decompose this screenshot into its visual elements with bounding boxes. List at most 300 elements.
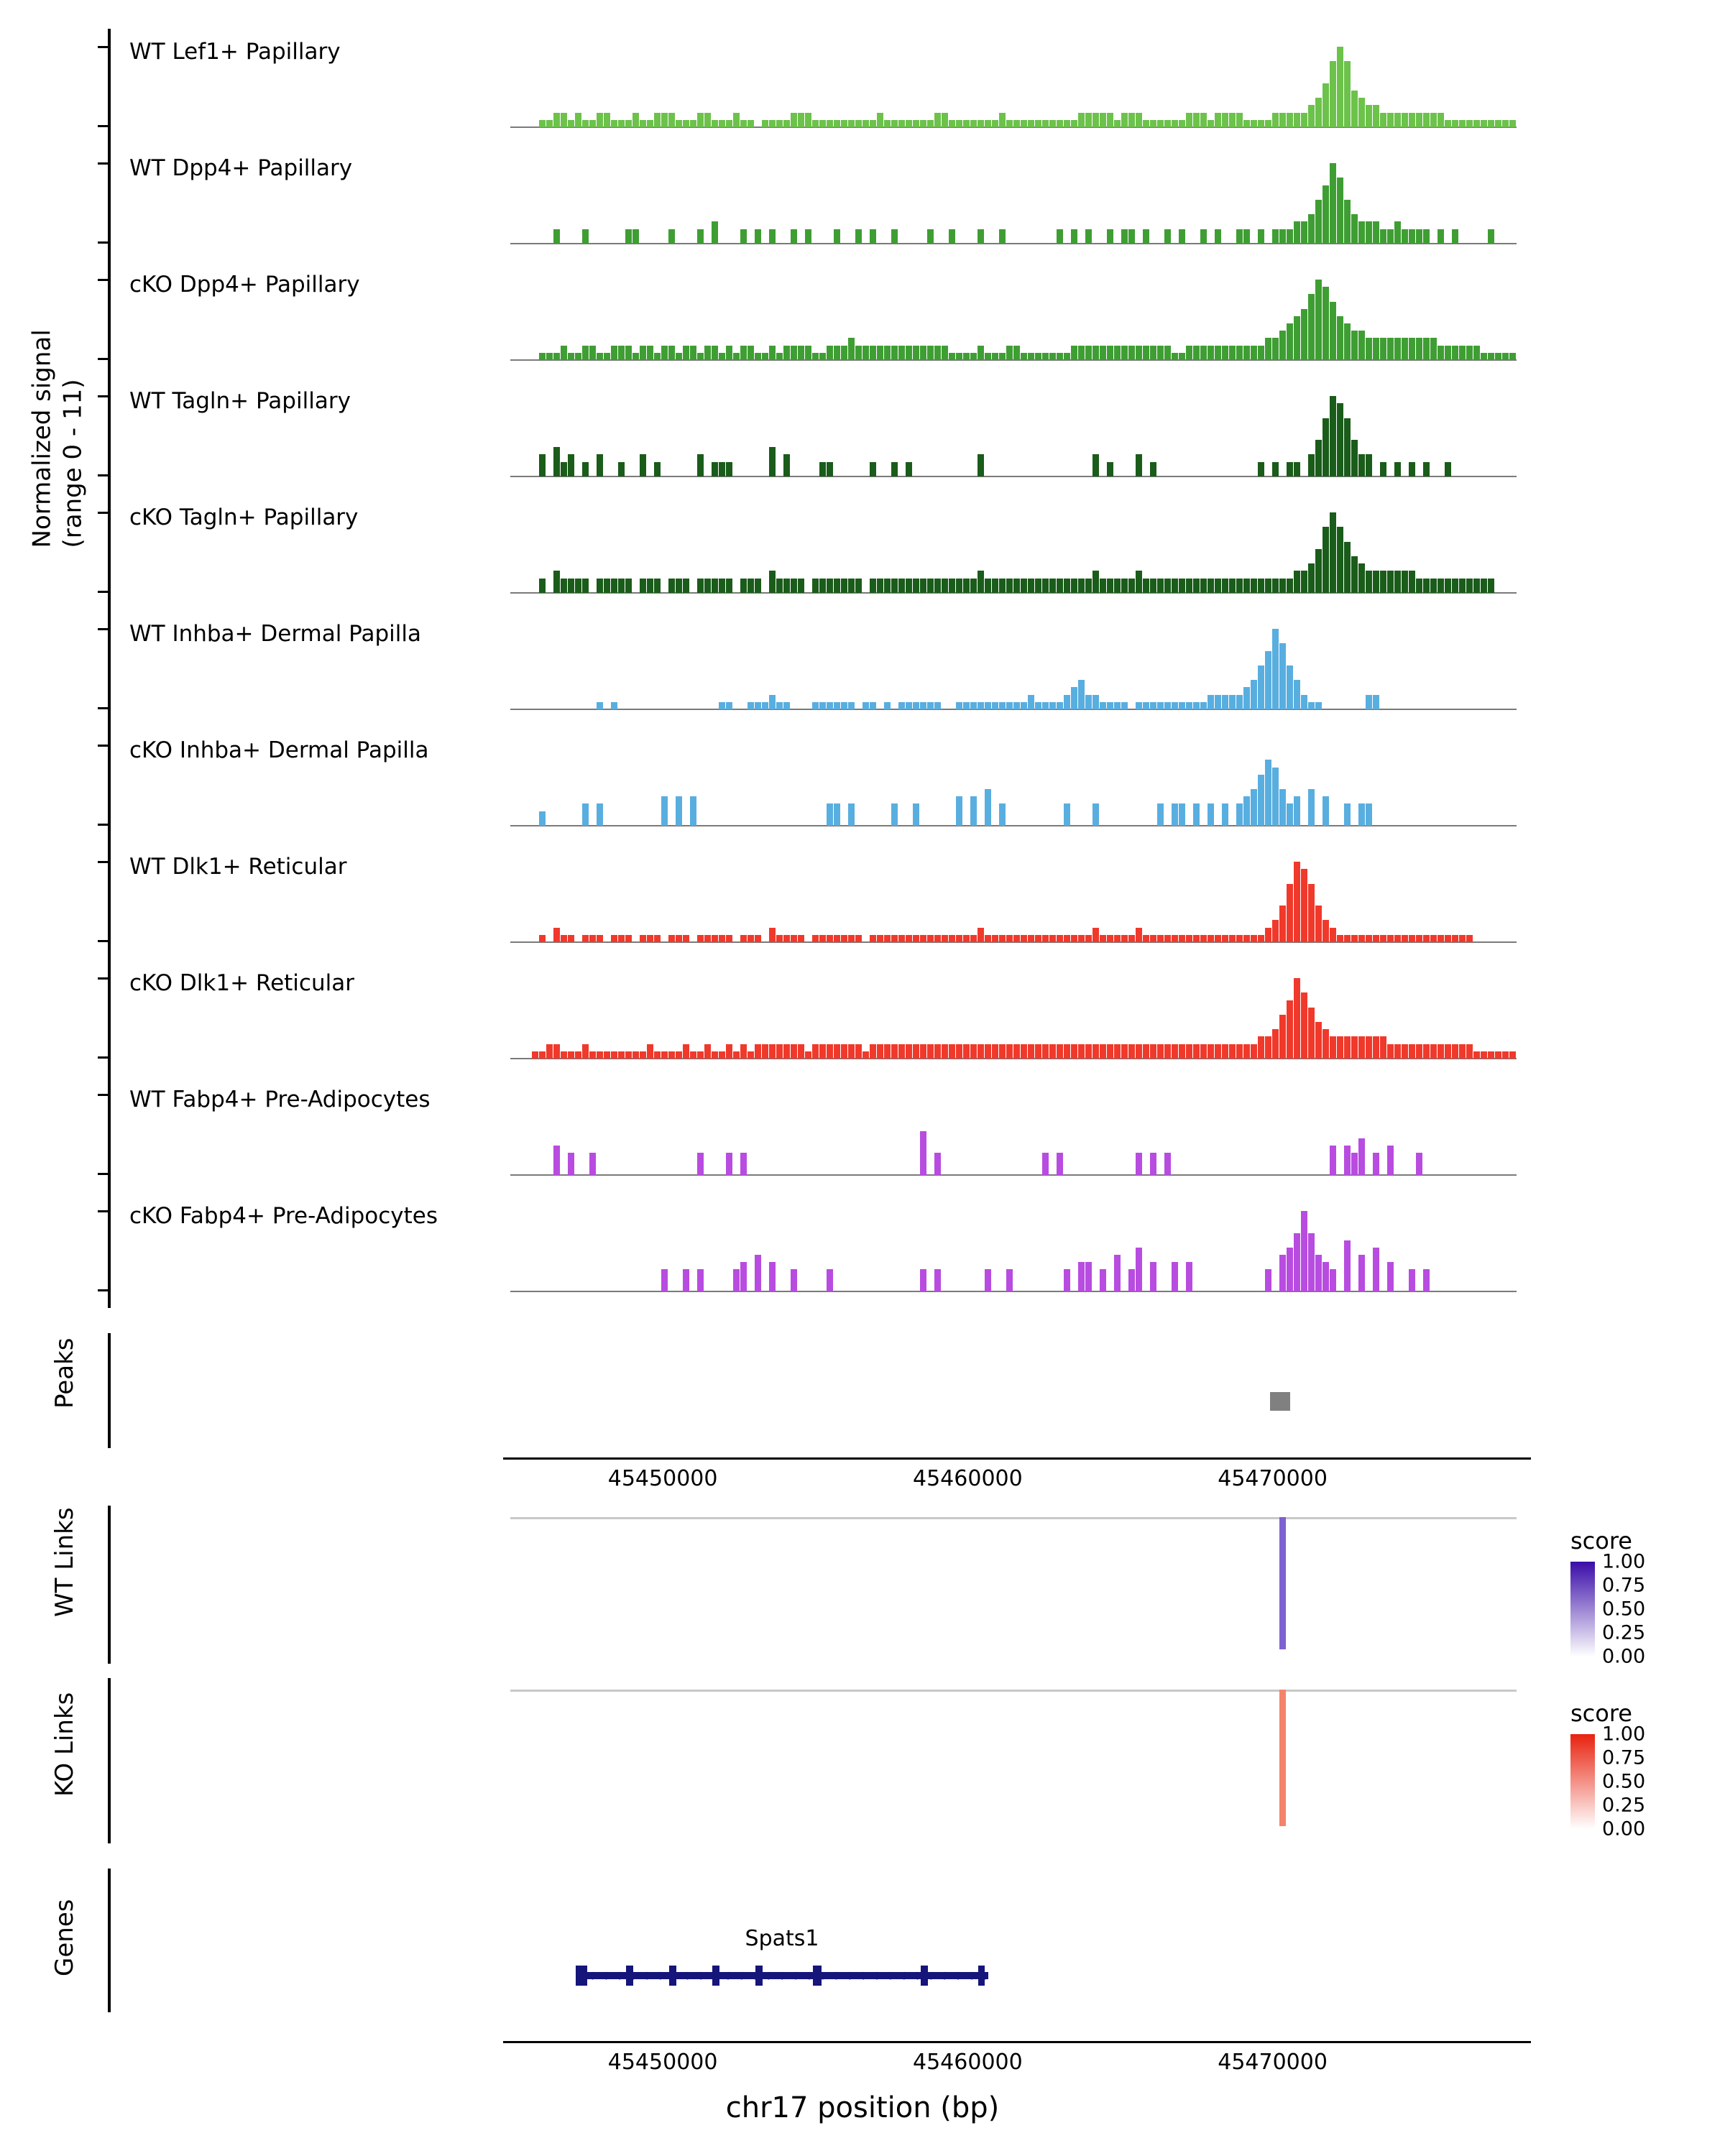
signal-bar [834, 120, 840, 127]
signal-bar [1344, 1036, 1351, 1059]
signal-bar [1064, 120, 1070, 127]
signal-bar [1409, 113, 1415, 127]
signal-bar [1215, 346, 1221, 360]
signal-bar [1330, 1269, 1336, 1291]
signal-bar [1322, 1029, 1329, 1059]
signal-bar [999, 579, 1006, 593]
signal-bar [740, 346, 747, 360]
legend-tick-label: 0.25 [1602, 1794, 1646, 1817]
signal-bar [1208, 579, 1214, 593]
signal-bar [1085, 229, 1092, 244]
signal-bar [1064, 803, 1070, 826]
signal-bar [913, 803, 919, 826]
gene-strand-arrow-icon: ◄ [960, 1966, 972, 1984]
signal-bar [920, 120, 926, 127]
signal-bar [1308, 454, 1315, 476]
signal-bar [1322, 287, 1329, 360]
signal-bar [1322, 527, 1329, 593]
signal-bar [1258, 665, 1264, 709]
signal-bar [704, 1044, 711, 1059]
signal-bar [582, 120, 589, 127]
signal-bar [1236, 346, 1243, 360]
signal-bar [870, 120, 876, 127]
signal-bar [1236, 935, 1243, 942]
signal-bar [618, 462, 625, 476]
signal-bar [1445, 120, 1451, 127]
signal-bar [1150, 1153, 1156, 1175]
signal-bar [1179, 229, 1185, 244]
signal-bar [1078, 1044, 1085, 1059]
signal-bar [798, 1044, 804, 1059]
signal-bar [1279, 113, 1286, 127]
signal-bar [891, 579, 898, 593]
signal-bar [561, 1051, 567, 1059]
signal-bar [647, 346, 653, 360]
legend-tick-label: 0.75 [1602, 1574, 1646, 1597]
signal-bar [1387, 1146, 1394, 1175]
signal-bar [1006, 1044, 1013, 1059]
signal-bar [755, 1044, 761, 1059]
signal-bar [1387, 229, 1394, 244]
signal-bar [819, 1044, 826, 1059]
signal-bar [855, 229, 862, 244]
signal-bar [1078, 935, 1085, 942]
signal-bar [1294, 680, 1300, 709]
signal-bar [970, 935, 977, 942]
signal-bar [783, 454, 790, 476]
signal-bar [1114, 935, 1121, 942]
signal-bar [1308, 1233, 1315, 1291]
signal-bar [783, 579, 790, 593]
signal-bar [1128, 579, 1135, 593]
signal-bar [726, 346, 732, 360]
signal-bar [1445, 579, 1451, 593]
signal-bar [769, 120, 776, 127]
signal-bar [1042, 579, 1049, 593]
signal-bar [1402, 113, 1408, 127]
signal-bar [1035, 579, 1041, 593]
track-axis-tick [98, 1094, 108, 1096]
signal-bar [920, 935, 926, 942]
signal-bar [740, 935, 747, 942]
x-tick-label: 45450000 [607, 1466, 718, 1491]
track-axis-tick [98, 628, 108, 630]
signal-bar [1042, 1153, 1049, 1175]
signal-bar [1366, 571, 1372, 593]
signal-bar [1128, 346, 1135, 360]
signal-bar [726, 579, 732, 593]
signal-bar [1337, 1036, 1343, 1059]
signal-bar [1222, 803, 1228, 826]
signal-bar [906, 1044, 912, 1059]
signal-bar [1006, 1269, 1013, 1291]
signal-bar [748, 346, 754, 360]
signal-bar [1272, 768, 1279, 826]
signal-bar [640, 935, 646, 942]
signal-bar [719, 702, 725, 709]
signal-bar [1021, 702, 1027, 709]
signal-bar [1143, 120, 1149, 127]
signal-track [108, 1203, 1545, 1292]
signal-bar [1107, 346, 1113, 360]
signal-bar [1164, 229, 1171, 244]
signal-bar [1092, 113, 1099, 127]
signal-bar [848, 338, 855, 360]
signal-bar [748, 935, 754, 942]
gene-strand-arrow-icon: ◄ [770, 1966, 783, 1984]
signal-bar [970, 353, 977, 360]
signal-bar [1200, 229, 1207, 244]
signal-bar [1229, 935, 1236, 942]
signal-bar [1222, 695, 1228, 709]
track-signal-area [510, 392, 1517, 477]
signal-bar [582, 462, 589, 476]
signal-bar [1488, 120, 1494, 127]
signal-bar [1157, 702, 1164, 709]
signal-bar [1438, 1044, 1444, 1059]
signal-bar [553, 1044, 560, 1059]
wt-links-panel [510, 1506, 1517, 1667]
signal-bar [906, 702, 912, 709]
gene-strand-arrow-icon: ◄ [838, 1966, 851, 1984]
signal-bar [1452, 579, 1458, 593]
signal-bar [992, 353, 998, 360]
signal-bar [956, 702, 962, 709]
signal-bar [1229, 579, 1236, 593]
x-tick-label: 45460000 [913, 2050, 1023, 2075]
signal-bar [1143, 346, 1149, 360]
signal-bar [1265, 338, 1271, 360]
signal-bar [1279, 789, 1286, 826]
signal-bar [1351, 440, 1358, 476]
signal-bar [1308, 702, 1315, 709]
signal-bar [855, 346, 862, 360]
signal-bar [1509, 120, 1516, 127]
signal-bar [942, 935, 948, 942]
signal-bar [1114, 346, 1121, 360]
signal-bar [1438, 229, 1444, 244]
signal-bar [1265, 760, 1271, 826]
signal-bar [1057, 1153, 1063, 1175]
signal-bar [898, 120, 905, 127]
signal-bar [1172, 353, 1178, 360]
genes-section-label: Genes [50, 1899, 79, 1976]
legend-tick-label: 0.00 [1602, 1645, 1646, 1668]
signal-bar [841, 1044, 847, 1059]
signal-bar [1071, 687, 1077, 709]
signal-bar [1315, 98, 1322, 127]
signal-bar [1337, 316, 1343, 360]
signal-bar [1150, 702, 1156, 709]
signal-bar [1301, 992, 1307, 1059]
signal-bar [1265, 928, 1271, 942]
signal-bar [1136, 454, 1142, 476]
signal-bar [798, 579, 804, 593]
signal-bar [927, 346, 934, 360]
signal-bar [985, 1044, 991, 1059]
signal-bar [1071, 120, 1077, 127]
signal-bar [546, 353, 553, 360]
signal-bar [539, 579, 546, 593]
signal-bar [661, 1051, 668, 1059]
signal-bar [834, 803, 840, 826]
signal-bar [762, 1044, 768, 1059]
gene-strand-arrow-icon: ◄ [906, 1966, 919, 1984]
signal-bar [1128, 1269, 1135, 1291]
signal-bar [848, 935, 855, 942]
signal-bar [1466, 120, 1473, 127]
signal-bar [827, 935, 833, 942]
signal-bar [978, 571, 984, 593]
track-axis-tick [98, 591, 108, 593]
signal-bar [1150, 1262, 1156, 1291]
signal-bar [654, 462, 661, 476]
signal-bar [1172, 935, 1178, 942]
signal-bar [870, 935, 876, 942]
signal-bar [1114, 1255, 1121, 1291]
signal-bar [1186, 1262, 1192, 1291]
signal-bar [561, 346, 567, 360]
signal-bar [546, 1044, 553, 1059]
signal-bar [1308, 789, 1315, 826]
signal-bar [1294, 462, 1300, 476]
signal-bar [791, 1269, 797, 1291]
legend-tick-label: 0.00 [1602, 1818, 1646, 1841]
gene-strand-arrow-icon: ◄ [662, 1966, 675, 1984]
signal-bar [1028, 695, 1034, 709]
signal-bar [1459, 120, 1466, 127]
signal-bar [1193, 113, 1200, 127]
track-axis-tick [98, 707, 108, 709]
signal-bar [913, 702, 919, 709]
signal-bar [1186, 1044, 1192, 1059]
signal-bar [668, 935, 675, 942]
signal-bar [697, 935, 704, 942]
signal-bar [1366, 454, 1372, 476]
signal-bar [1358, 454, 1365, 476]
signal-bar [1473, 1051, 1480, 1059]
signal-bar [848, 579, 855, 593]
signal-bar [1071, 346, 1077, 360]
signal-bar [891, 935, 898, 942]
signal-bar [668, 113, 675, 127]
signal-bar [1021, 579, 1027, 593]
signal-bar [690, 1051, 696, 1059]
signal-bar [805, 346, 811, 360]
signal-bar [1459, 935, 1466, 942]
signal-bar [1488, 579, 1494, 593]
signal-bar [891, 462, 898, 476]
signal-bar [1438, 346, 1444, 360]
signal-bar [1330, 1146, 1336, 1175]
track-axis-tick [98, 241, 108, 244]
signal-bar [1243, 796, 1250, 826]
x-tick-label: 45470000 [1218, 1466, 1328, 1491]
signal-bar [769, 695, 776, 709]
signal-bar [1409, 1044, 1415, 1059]
x-tick-labels-top [510, 1466, 1517, 1499]
signal-bar [704, 935, 711, 942]
signal-bar [1430, 113, 1437, 127]
track-axis-tick [98, 1210, 108, 1212]
signal-bar [898, 579, 905, 593]
signal-bar [1049, 353, 1056, 360]
signal-bar [1509, 1051, 1516, 1059]
signal-bar [1366, 1036, 1372, 1059]
signal-bar [884, 702, 891, 709]
signal-bar [805, 113, 811, 127]
track-label: WT Inhba+ Dermal Papilla [129, 621, 421, 647]
signal-bar [1186, 579, 1192, 593]
signal-bar [1358, 563, 1365, 593]
signal-bar [1287, 665, 1293, 709]
gene-strand-arrow-icon: ◄ [973, 1966, 986, 1984]
signal-bar [575, 113, 581, 127]
signal-bar [1279, 229, 1286, 244]
signal-bar [949, 120, 955, 127]
signal-bar [1143, 935, 1149, 942]
signal-bar [1042, 702, 1049, 709]
signal-bar [992, 702, 998, 709]
signal-bar [884, 1044, 891, 1059]
signal-bar [934, 1044, 941, 1059]
signal-bar [1495, 1051, 1501, 1059]
signal-bar [683, 1044, 689, 1059]
signal-bar [1344, 323, 1351, 360]
peak-marker [1270, 1392, 1290, 1411]
signal-bar [1445, 462, 1451, 476]
signal-bar [1387, 113, 1394, 127]
signal-bar [539, 454, 546, 476]
signal-bar [1150, 935, 1156, 942]
signal-track [108, 272, 1545, 361]
signal-bar [855, 1044, 862, 1059]
signal-bar [1430, 935, 1437, 942]
signal-bar [1193, 579, 1200, 593]
signal-bar [1215, 229, 1221, 244]
signal-bar [1409, 338, 1415, 360]
signal-bar [697, 579, 704, 593]
signal-bar [1222, 1044, 1228, 1059]
signal-bar [1222, 579, 1228, 593]
signal-bar [553, 571, 560, 593]
signal-bar [841, 579, 847, 593]
signal-bar [999, 229, 1006, 244]
signal-bar [1308, 563, 1315, 593]
track-label: cKO Fabp4+ Pre-Adipocytes [129, 1203, 438, 1229]
signal-bar [597, 803, 603, 826]
ko-links-section-label: KO Links [50, 1692, 79, 1797]
signal-bar [640, 1051, 646, 1059]
signal-bar [1473, 579, 1480, 593]
signal-bar [776, 579, 783, 593]
signal-bar [877, 1044, 883, 1059]
signal-bar [978, 229, 984, 244]
signal-bar [841, 120, 847, 127]
signal-bar [1315, 1255, 1322, 1291]
ko-links-top-line [510, 1690, 1517, 1692]
signal-bar [1143, 702, 1149, 709]
signal-bar [668, 579, 675, 593]
signal-bar [1200, 702, 1207, 709]
signal-bar [582, 803, 589, 826]
signal-bar [891, 803, 898, 826]
signal-bar [1409, 571, 1415, 593]
signal-bar [1107, 702, 1113, 709]
signal-bar [726, 935, 732, 942]
signal-bar [1136, 928, 1142, 942]
signal-bar [1438, 579, 1444, 593]
gene-name-label: Spats1 [745, 1926, 819, 1951]
signal-bar [712, 1051, 718, 1059]
signal-bar [568, 120, 574, 127]
signal-bar [1272, 920, 1279, 942]
signal-bar [949, 1044, 955, 1059]
signal-bar [697, 353, 704, 360]
wt-links-top-line [510, 1517, 1517, 1519]
signal-bar [1042, 353, 1049, 360]
signal-bar [1164, 346, 1171, 360]
track-signal-area [510, 509, 1517, 594]
signal-bar [1330, 163, 1336, 244]
signal-bar [949, 353, 955, 360]
signal-bar [776, 935, 783, 942]
signal-bar [898, 702, 905, 709]
signal-bar [589, 1153, 596, 1175]
signal-bar [1208, 803, 1214, 826]
signal-bar [676, 579, 682, 593]
signal-bar [640, 120, 646, 127]
signal-bar [992, 935, 998, 942]
signal-bar [1208, 346, 1214, 360]
signal-bar [978, 346, 984, 360]
signal-bar [985, 702, 991, 709]
signal-bar [1308, 214, 1315, 244]
gene-strand-arrow-icon: ◄ [757, 1966, 770, 1984]
signal-bar [1222, 113, 1228, 127]
signal-bar [1229, 1044, 1236, 1059]
signal-bar [1294, 221, 1300, 244]
signal-bar [1315, 200, 1322, 244]
signal-bar [942, 113, 948, 127]
signal-bar [748, 1051, 754, 1059]
signal-bar [1402, 935, 1408, 942]
signal-bar [776, 353, 783, 360]
signal-bar [1358, 98, 1365, 127]
signal-bar [1481, 1051, 1487, 1059]
signal-bar [827, 702, 833, 709]
signal-bar [812, 1044, 819, 1059]
signal-bar [1057, 1044, 1063, 1059]
signal-bar [1193, 346, 1200, 360]
signal-bar [1150, 1044, 1156, 1059]
signal-bar [1179, 803, 1185, 826]
signal-bar [1380, 113, 1386, 127]
signal-bar [640, 346, 646, 360]
signal-bar [1114, 702, 1121, 709]
signal-bar [927, 935, 934, 942]
signal-bar [1322, 796, 1329, 826]
signal-bar [683, 346, 689, 360]
signal-bar [906, 462, 912, 476]
signal-bar [532, 1051, 538, 1059]
signal-bar [1128, 113, 1135, 127]
signal-bar [1380, 462, 1386, 476]
gene-strand-arrow-icon: ◄ [581, 1966, 594, 1984]
signal-bar [1344, 803, 1351, 826]
signal-bar [1351, 331, 1358, 360]
signal-bar [827, 462, 833, 476]
